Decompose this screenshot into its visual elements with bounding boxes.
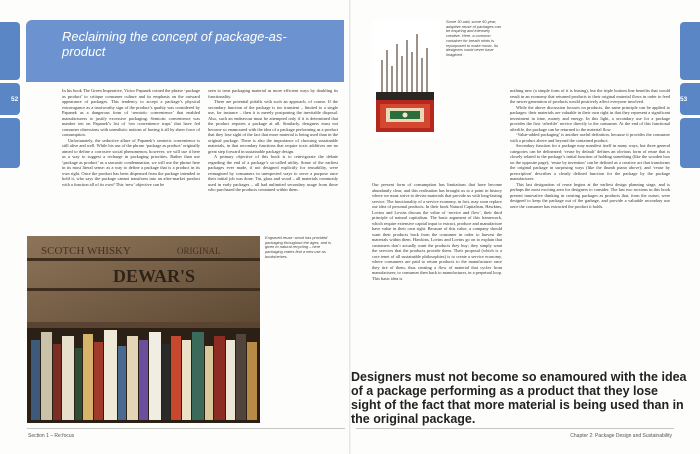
page-number-right: 53 bbox=[680, 96, 688, 103]
left-edge-tab-top bbox=[0, 22, 20, 80]
body-paragraph: ‘Value-added packaging’ is another useful definition, because it provides the consumer with a product above and beyond the contained product. bbox=[510, 132, 670, 143]
svg-text:ORIGINAL: ORIGINAL bbox=[177, 246, 221, 256]
body-paragraph: nothing new (a simple form of it is leasing), but the triple bottom line benefits that would result in an economy that returned products to their original material flows in order to feed the newer generation of products would positively affect everyone involved. bbox=[510, 88, 670, 104]
body-paragraph: This last designation of reuse begins at the earliest design planning stage, and is perhaps the most exciting area for designers to consider. The last two sections in this book present innovative thinking in creating packages as products that, from the outset, were designed to keep the package out of the garbage, and provide a valuable secondary use once the consumer has extracted the product it holds. bbox=[510, 181, 670, 209]
thumb-piano-photo bbox=[372, 20, 440, 138]
page-heading: Reclaiming the concept of package-as-product bbox=[62, 29, 287, 59]
body-paragraph: In his book The Green Imperative, Victor Papanek coined the phrase ‘package as product’ to critique consumer culture and its emphasis on the outward appearance of packages. This tendency to accept a package’s physical extravagance as a trustworthy sign of the product’s quality was considered by Papanek as a dangerous form of ‘semiotic convenience’ that enabled manufacturers to justify excessive packaging. Semiotic convenience was number ten on Papanek’s list of ‘ten convenience traps’ that have fed consumer obsessions with unrealistic notions of having it all by sheer force of consumption. bbox=[62, 88, 200, 137]
body-paragraph: Our present form of consumption has limitations that have become abundantly clear, and this realisation has brought us to a point in history where we must strive to devise materials that provide us with long-lasting service. The functionality of a service economy, in fact, may soon replace our idea of personal products. In their book Natural Capitalism, Hawkins, Lovins and Lovins discuss the value of ‘service and flow’, their third principle of natural capitalism. The basic argument of this framework, which require extensive capital input to extract, produce and manufacture have value in their own right. Because of this value, a company should want their products back from the consumer in order to harvest the materials within them. Hawkins, Lovins and Lovins go on to explain that customers don’t actually want the products they buy; they simply want the services that the products provide them. Their proposal (which is a core tenet of all sustainable philosophies) is to create a service economy, where consumers are paid to return products to the manufacturer once they tire of them, thus creating a flow of material that cycles from manufacturer, to consumer then back to manufacturer, in a perpetual loop. This basic idea is bbox=[372, 182, 502, 281]
body-paragraph: seen to treat packaging material as more efficient ways by doubling its functionality. bbox=[208, 88, 338, 99]
right-column-2 bbox=[510, 88, 670, 350]
right-column-1 bbox=[372, 182, 502, 352]
bookshelf-illustration bbox=[27, 236, 260, 423]
chapter-heading-panel bbox=[26, 20, 344, 82]
thumb-piano-illustration bbox=[372, 20, 440, 138]
page-number-left: 52 bbox=[11, 96, 19, 103]
right-footer-rule bbox=[356, 428, 674, 429]
left-footer-rule bbox=[27, 428, 345, 429]
left-column-2 bbox=[208, 88, 338, 238]
body-paragraph: There are potential pitfalls with such an approach, of course. If the secondary function of the package is too transient – limited to a single use, for instance – then it is merely postponing the inevitable disposal. Also, such an endeavour must be attempted only if it is determined that the product requires a package at all. Similarly, designers must not become so enamoured with the idea of a package performing as a product that they lose sight of the fact that more material is being used than in the original package. There is also the importance of choosing sustainable materials, in that secondary functions that require toxic additives are no great step forward in sustainable package design. bbox=[208, 99, 338, 154]
svg-text:DEWAR'S: DEWAR'S bbox=[113, 266, 196, 286]
body-paragraph: A primary objective of this book is to reinvigorate the debate regarding the end of a package’s so-called utility. Some of the earliest packages ever made, if not designed explicitly for reusability, were reimagined by consumers in unexpected ways to serve a purpose once their initial job was done. Tin, glass and wood – all materials commonly used in early packages – all had unlimited secondary usage from those who purchased the products contained within them. bbox=[208, 154, 338, 192]
pull-quote: Designers must not become so enamoured with the idea of a package performing as a product that they lose sight of the fact that more material is being used than in the original package. bbox=[351, 370, 687, 426]
svg-text:SCOTCH WHISKY: SCOTCH WHISKY bbox=[41, 245, 131, 257]
left-column-1 bbox=[62, 88, 200, 230]
left-edge-tab-page bbox=[0, 83, 20, 115]
left-footer-section: Section 1 – Re:focus bbox=[28, 433, 75, 439]
body-paragraph: Unfortunately, the seductive allure of Papanek’s semiotic convenience is still alive and well. While his use of the phrase ‘package as product’ originally aimed to define a corrosive social phenomenon, however, we will use it here as a way to suggest a recharge in packaging priorities. Rather than use ‘package as product’ as a sarcastic condemnation, we will use the phrase here in its most literal sense: as a way to define a package that is a product in its own right. Once the product has been dispensed from the package intended to hold it, who says the package cannot transform into an after-market product with a function all of its own? This ‘new’ objective can be bbox=[62, 137, 200, 187]
right-edge-tab-lower bbox=[680, 118, 700, 168]
body-paragraph: Secondary function for a package may manifest itself in many ways, but three general categories can be delineated: ‘reuse by default’ defines an obvious form of reuse that is closely related to the package’s initial function of holding something (like the wooden box on the opposite page); ‘reuse by invention’ can be defined as a creative act that transforms the original package in surprising ways (like the thumb piano above); and ‘reuse by prescription’ describes a clearly defined function for the package by the package manufacturer. bbox=[510, 143, 670, 181]
right-footer-chapter: Chapter 2: Package Design and Sustainability bbox=[570, 433, 672, 439]
right-edge-tab-page bbox=[680, 83, 700, 115]
bookshelf-caption: Engraved reuse: wood has provided packaging throughout the ages, and is given to natural recycling – here packaging crates find a new use as bookshelves. bbox=[265, 235, 331, 259]
right-edge-tab-top bbox=[680, 22, 700, 80]
body-paragraph: While the above discussion focuses on products, the same principle can be applied to packages: their materials are valuable in their own right in that they represent a significant investment in time, money and energy. In this light, a secondary use for a package provides the first ‘afterlife’ service directly to the consumer. At the end of this functional afterlife, the package can be returned to the material flow. bbox=[510, 104, 670, 132]
bookshelf-crates-photo bbox=[27, 236, 260, 423]
thumb-piano-caption: Some 30-odd, some 50-year, adaptive reuse of packages can be inspiring and intensely creative. Here, a common container for breath mints is repurposed to make music. Its designers could never have imagined. bbox=[446, 19, 501, 57]
left-edge-tab-lower bbox=[0, 118, 20, 168]
